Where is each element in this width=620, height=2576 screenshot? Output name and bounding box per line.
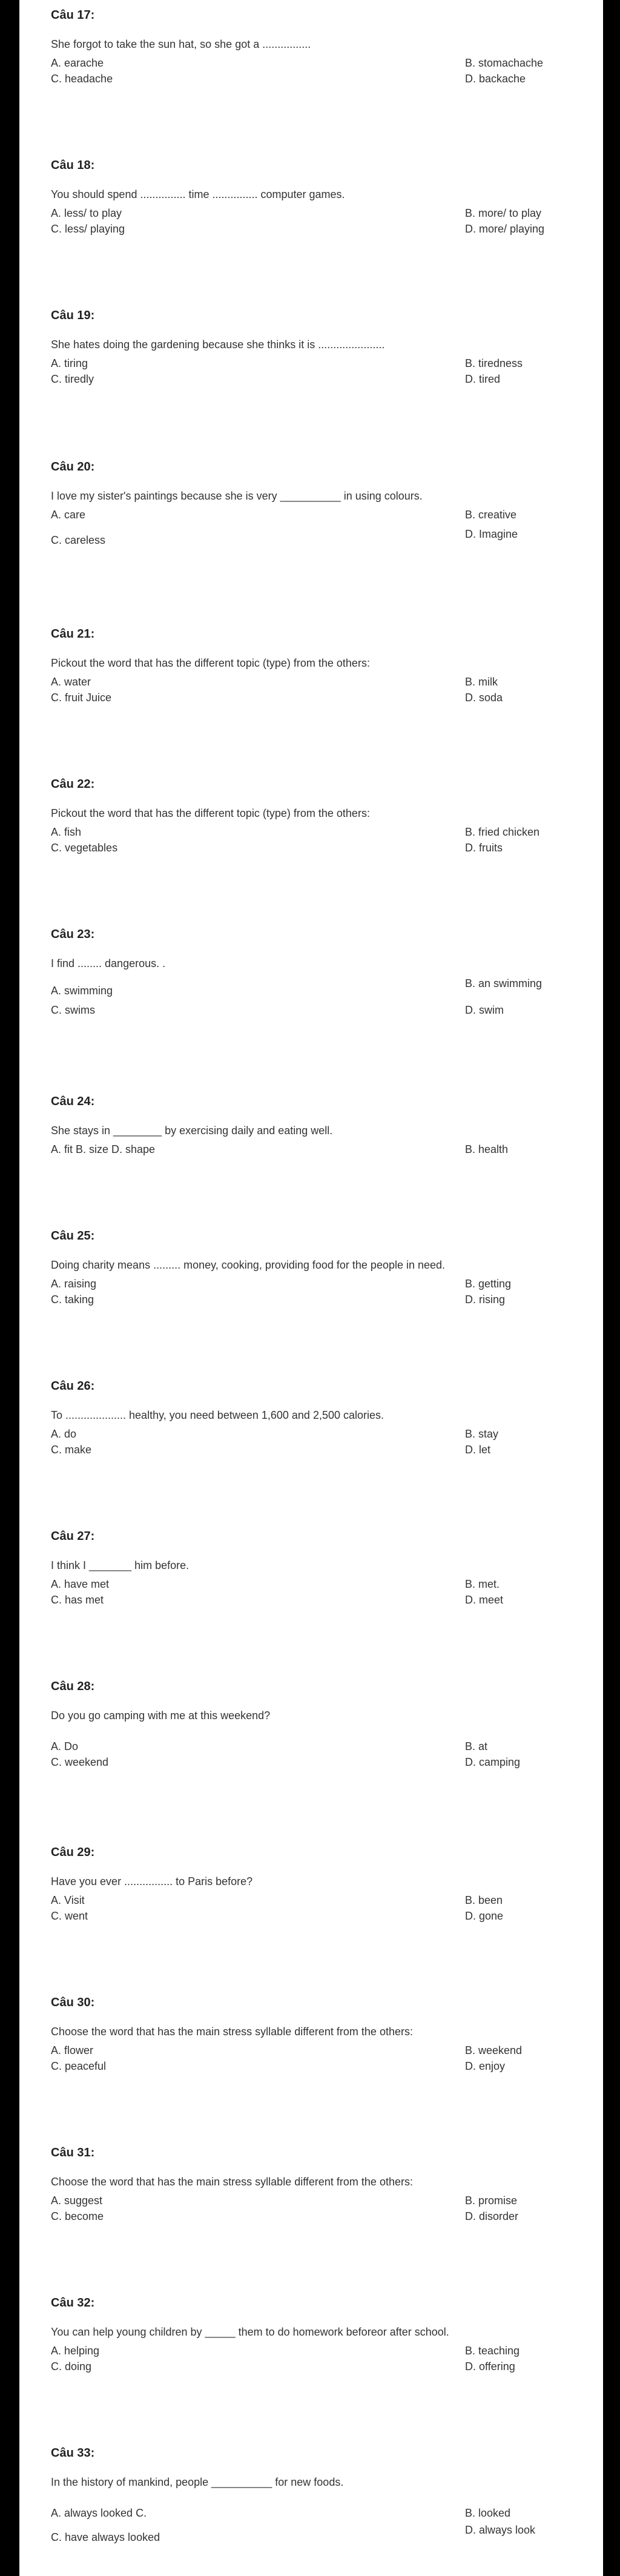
question-stem: Have you ever ................ to Paris before?: [51, 1875, 253, 1887]
option-d[interactable]: D. tired: [465, 373, 501, 385]
options-row: [51, 2060, 584, 2076]
options-row: [51, 2345, 584, 2360]
option-a[interactable]: A. flower: [51, 2044, 94, 2056]
question-23: [51, 928, 584, 1020]
question-17: [51, 8, 584, 88]
option-c[interactable]: C. become: [51, 2210, 104, 2222]
question-title: Câu 31:: [51, 2146, 95, 2159]
option-a[interactable]: A. fish: [51, 826, 82, 838]
question-title: Câu 22:: [51, 778, 95, 791]
question-title: Câu 25:: [51, 1229, 95, 1243]
question-21: [51, 627, 584, 707]
option-d[interactable]: D. swim: [465, 1004, 504, 1016]
option-b[interactable]: B. looked: [465, 2507, 511, 2519]
options-row: [51, 1004, 584, 1020]
question-title: Câu 23:: [51, 928, 95, 941]
option-c[interactable]: C. doing: [51, 2360, 92, 2373]
option-d[interactable]: D. backache: [465, 73, 526, 85]
question-title: Câu 20:: [51, 460, 95, 474]
option-d[interactable]: D. Imagine: [465, 528, 518, 540]
option-a[interactable]: A. have met: [51, 1578, 110, 1590]
option-a[interactable]: A. water: [51, 676, 91, 688]
option-d[interactable]: D. gone: [465, 1910, 504, 1922]
question-stem: She hates doing the gardening because she thinks it is ......................: [51, 339, 385, 351]
option-a[interactable]: A. Visit: [51, 1894, 85, 1906]
option-d[interactable]: D. soda: [465, 692, 503, 704]
option-a[interactable]: A. swimming: [51, 985, 113, 997]
option-c[interactable]: C. fruit Juice: [51, 692, 112, 704]
question-29: [51, 1846, 584, 1926]
question-title: Câu 24:: [51, 1095, 95, 1108]
option-c[interactable]: C. vegetables: [51, 842, 118, 854]
question-stem: I think I _______ him before.: [51, 1559, 190, 1571]
option-a[interactable]: A. always looked C.: [51, 2507, 147, 2519]
option-b[interactable]: B. met.: [465, 1578, 500, 1590]
options-row: [51, 1293, 584, 1309]
question-22: [51, 778, 584, 857]
question-title: Câu 18:: [51, 159, 95, 172]
question-stem: You should spend ............... time ............... computer games.: [51, 188, 345, 200]
options-row: [51, 2210, 584, 2226]
options-row: [51, 2507, 584, 2523]
question-18: [51, 159, 584, 239]
option-a[interactable]: A. raising: [51, 1278, 97, 1290]
question-title: Câu 33:: [51, 2446, 95, 2460]
option-a[interactable]: A. care: [51, 509, 86, 521]
question-stem: Pickout the word that has the different topic (type) from the others:: [51, 657, 370, 669]
option-c[interactable]: C. peaceful: [51, 2060, 107, 2072]
question-title: Câu 29:: [51, 1846, 95, 1859]
question-title: Câu 27:: [51, 1530, 95, 1543]
question-title: Câu 28:: [51, 1680, 95, 1693]
option-b[interactable]: B. stomachache: [465, 57, 544, 69]
option-c[interactable]: C. careless: [51, 534, 106, 546]
option-d[interactable]: D. fruits: [465, 842, 503, 854]
question-stem: Doing charity means ......... money, cooking, providing food for the people in need.: [51, 1259, 446, 1271]
option-a[interactable]: A. do: [51, 1428, 77, 1440]
question-title: Câu 30:: [51, 1996, 95, 2009]
question-26: [51, 1379, 584, 1459]
options-row: [51, 73, 584, 88]
options-row: [51, 373, 584, 389]
option-b[interactable]: B. more/ to play: [465, 207, 542, 219]
question-stem: You can help young children by _____ them to do homework beforeor after school.: [51, 2326, 449, 2338]
options-row: [51, 2360, 584, 2376]
question-stem: Choose the word that has the main stress syllable different from the others:: [51, 2026, 413, 2038]
option-d[interactable]: D. always look: [465, 2524, 536, 2536]
options-row: [51, 1740, 584, 1756]
question-33: [51, 2446, 584, 2547]
document-page: [19, 0, 603, 2576]
options-row: [51, 977, 584, 1000]
options-row: [51, 692, 584, 707]
option-c[interactable]: C. tiredly: [51, 373, 94, 385]
question-stem: She stays in ________ by exercising daily and eating well.: [51, 1125, 333, 1137]
option-d[interactable]: D. camping: [465, 1756, 521, 1768]
options-row: [51, 1910, 584, 1926]
option-a[interactable]: A. earache: [51, 57, 104, 69]
question-title: Câu 17:: [51, 8, 95, 22]
options-row: [51, 676, 584, 692]
option-a[interactable]: A. tiring: [51, 357, 88, 369]
option-a[interactable]: A. suggest: [51, 2195, 103, 2207]
question-27: [51, 1530, 584, 1610]
question-stem: Do you go camping with me at this weekend?: [51, 1709, 271, 1722]
options-row: [51, 2044, 584, 2060]
option-c[interactable]: C. less/ playing: [51, 223, 125, 235]
options-row: [51, 842, 584, 857]
options-row: [51, 1278, 584, 1293]
option-b[interactable]: B. getting: [465, 1278, 512, 1290]
option-b[interactable]: B. an swimming: [465, 977, 542, 989]
options-row: [51, 1578, 584, 1594]
options-row: [51, 1143, 584, 1159]
option-c[interactable]: C. make: [51, 1444, 92, 1456]
question-28: [51, 1680, 584, 1772]
options-row: [51, 357, 584, 373]
option-c[interactable]: C. headache: [51, 73, 113, 85]
option-b[interactable]: B. teaching: [465, 2345, 520, 2357]
option-d[interactable]: D. offering: [465, 2360, 515, 2373]
option-b[interactable]: B. at: [465, 1740, 488, 1752]
option-b[interactable]: B. health: [465, 1143, 509, 1155]
option-d[interactable]: D. disorder: [465, 2210, 519, 2222]
option-d[interactable]: D. meet: [465, 1594, 504, 1606]
question-30: [51, 1996, 584, 2076]
question-title: Câu 32:: [51, 2296, 95, 2310]
question-stem: Pickout the word that has the different topic (type) from the others:: [51, 807, 370, 819]
options-row: [51, 223, 584, 239]
question-stem: To .................... healthy, you need between 1,600 and 2,500 calories.: [51, 1409, 384, 1421]
options-row: [51, 1894, 584, 1910]
question-title: Câu 19:: [51, 309, 95, 322]
options-row: [51, 826, 584, 842]
option-d[interactable]: D. let: [465, 1444, 491, 1456]
option-c[interactable]: C. taking: [51, 1293, 94, 1306]
option-c[interactable]: C. has met: [51, 1594, 104, 1606]
option-b[interactable]: B. milk: [465, 676, 498, 688]
question-32: [51, 2296, 584, 2376]
option-b[interactable]: B. stay: [465, 1428, 499, 1440]
question-25: [51, 1229, 584, 1309]
option-c[interactable]: C. weekend: [51, 1756, 109, 1768]
option-c[interactable]: C. swims: [51, 1004, 95, 1016]
options-row: [51, 2524, 584, 2547]
options-row: [51, 1756, 584, 1772]
options-row: [51, 57, 584, 73]
option-b[interactable]: B. tiredness: [465, 357, 523, 369]
option-b[interactable]: B. creative: [465, 509, 517, 521]
options-row: [51, 1594, 584, 1610]
option-a[interactable]: A. helping: [51, 2345, 100, 2357]
option-b[interactable]: B. promise: [465, 2195, 518, 2207]
question-stem: I find ........ dangerous. .: [51, 957, 166, 969]
option-d[interactable]: D. more/ playing: [465, 223, 545, 235]
option-c[interactable]: C. went: [51, 1910, 88, 1922]
question-31: [51, 2146, 584, 2226]
question-19: [51, 309, 584, 389]
option-b[interactable]: B. weekend: [465, 2044, 523, 2056]
question-title: Câu 26:: [51, 1379, 95, 1393]
option-b[interactable]: B. fried chicken: [465, 826, 540, 838]
options-row: [51, 207, 584, 223]
option-d[interactable]: D. rising: [465, 1293, 506, 1306]
question-24: [51, 1095, 584, 1159]
options-row: [51, 2195, 584, 2210]
option-a[interactable]: A. less/ to play: [51, 207, 122, 219]
question-20: [51, 460, 584, 549]
question-stem: She forgot to take the sun hat, so she got a ................: [51, 38, 311, 50]
option-d[interactable]: D. enjoy: [465, 2060, 506, 2072]
options-row: [51, 509, 584, 524]
options-row: [51, 528, 584, 549]
question-title: Câu 21:: [51, 627, 95, 641]
options-row: [51, 1428, 584, 1444]
question-stem: Choose the word that has the main stress syllable different from the others:: [51, 2176, 413, 2188]
options-row: [51, 1444, 584, 1459]
question-stem: I love my sister's paintings because she is very __________ in using colours.: [51, 490, 423, 502]
option-a[interactable]: A. fit B. size D. shape: [51, 1143, 156, 1155]
option-c[interactable]: C. have always looked: [51, 2531, 160, 2543]
option-a[interactable]: A. Do: [51, 1740, 79, 1752]
question-stem: In the history of mankind, people __________ for new foods.: [51, 2476, 344, 2488]
option-b[interactable]: B. been: [465, 1894, 503, 1906]
